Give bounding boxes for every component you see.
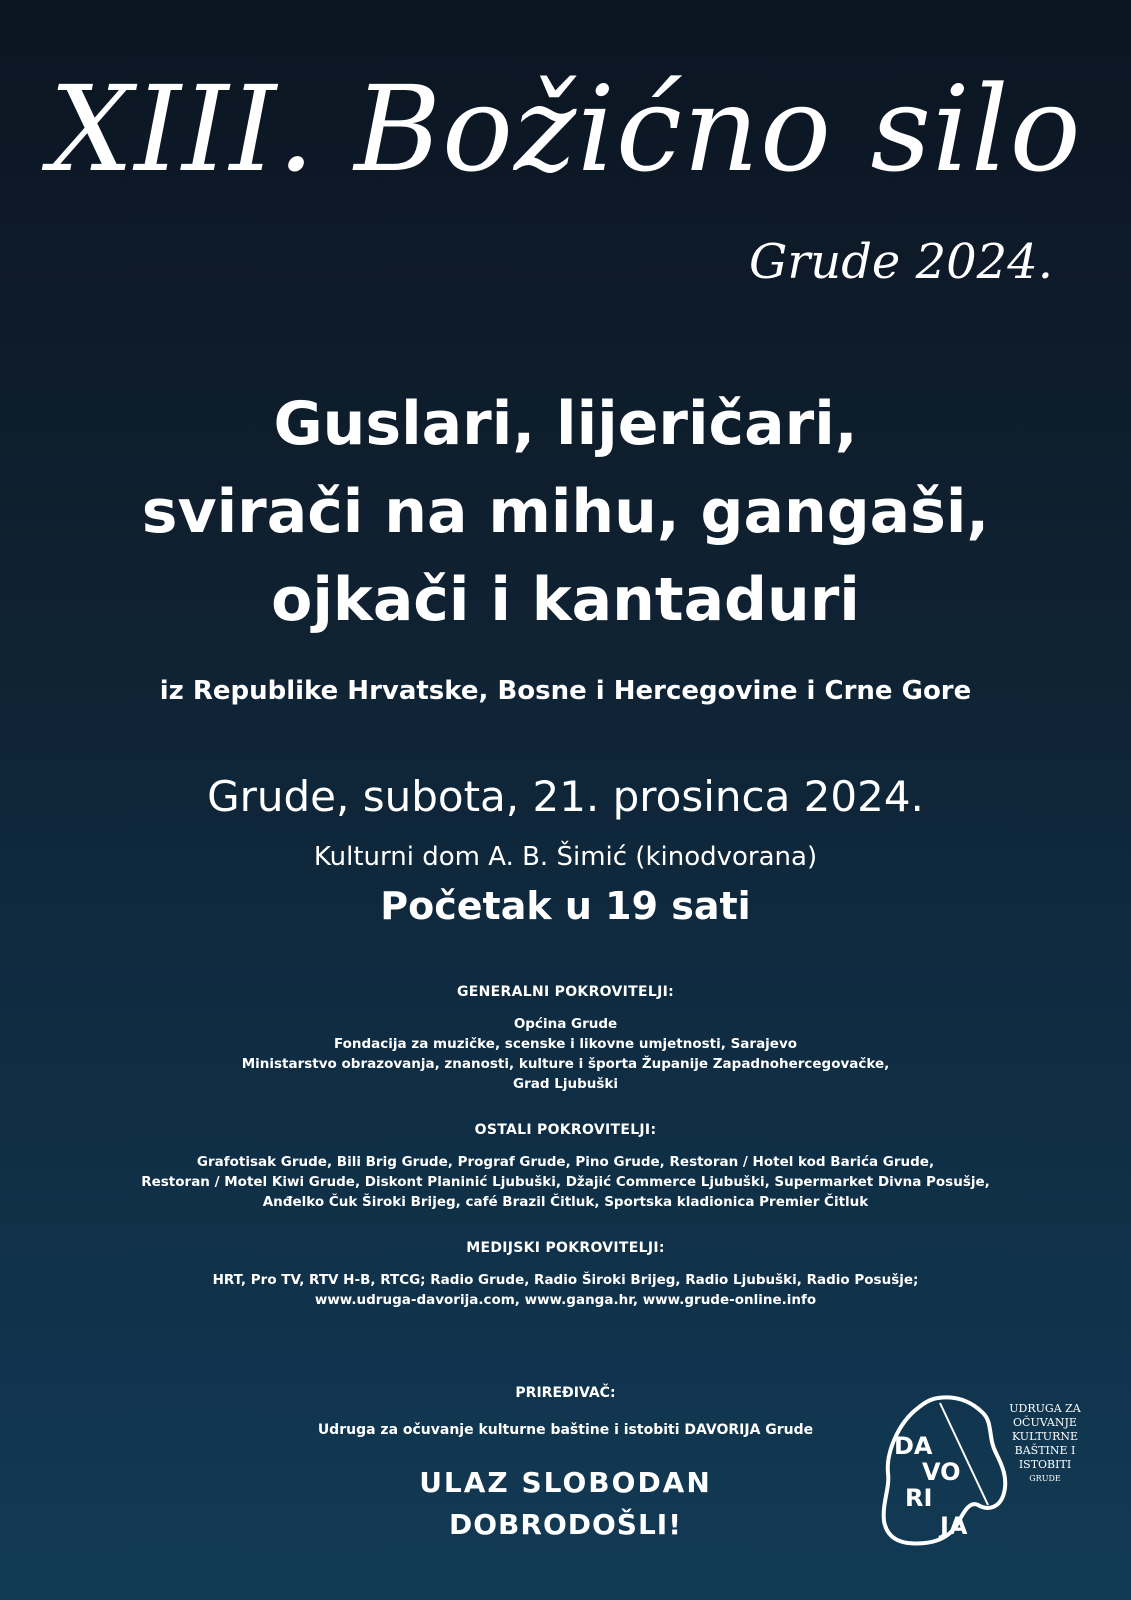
other-sponsors: [0, 1120, 1131, 1212]
logo-letters-3: RI: [905, 1484, 933, 1512]
poster-title: XIII. Božićno silo: [49, 60, 1082, 198]
other-sponsor-line: Anđelko Čuk Široki Brijeg, café Brazil Čitluk, Sportska kladionica Premier Čitluk: [262, 1194, 869, 1210]
logo-caption-line: OČUVANJE: [1013, 1416, 1077, 1429]
headline: [0, 380, 1131, 644]
general-sponsor-line: Općina Grude: [513, 1016, 618, 1032]
logo-letters-2: VO: [922, 1458, 961, 1486]
other-sponsor-line: Grafotisak Grude, Bili Brig Grude, Prograf Grude, Pino Grude, Restoran / Hotel kod Barića Grude,: [196, 1154, 935, 1170]
logo-caption-line: ISTOBITI: [1018, 1458, 1072, 1471]
media-sponsor-line: HRT, Pro TV, RTV H-B, RTCG; Radio Grude, Radio Široki Brijeg, Radio Ljubuški, Radio Posušje;: [212, 1272, 919, 1288]
other-sponsor-line: Restoran / Motel Kiwi Grude, Diskont Planinić Ljubuški, Džajić Commerce Ljubuški, Supermarket Divna Posušje,: [141, 1174, 990, 1190]
welcome-text: DOBRODOŠLI!: [449, 1508, 682, 1541]
organizer-heading: PRIREĐIVAČ:: [515, 1385, 616, 1401]
headline-line-1: Guslari, lijeričari,: [273, 389, 858, 459]
logo-caption-line: UDRUGA ZA: [1009, 1402, 1081, 1415]
logo-letters-4: JA: [940, 1512, 968, 1540]
origin-text: iz Republike Hrvatske, Bosne i Hercegovine i Crne Gore: [159, 676, 972, 706]
poster-subtitle: Grude 2024.: [748, 234, 1053, 290]
sponsors-block: [0, 982, 1131, 1336]
free-entry-text: ULAZ SLOBODAN: [419, 1466, 712, 1499]
logo-caption-line: BAŠTINE I: [1014, 1444, 1076, 1457]
general-sponsor-line: Ministarstvo obrazovanja, znanosti, kulture i športa Županije Zapadnohercegovačke,: [241, 1056, 890, 1072]
event-venue: Kulturni dom A. B. Šimić (kinodvorana): [313, 842, 818, 872]
headline-line-2: svirači na mihu, gangaši,: [141, 477, 990, 547]
media-sponsors: [0, 1238, 1131, 1310]
general-sponsors: [0, 982, 1131, 1094]
other-sponsors-heading: OSTALI POKROVITELJI:: [474, 1122, 657, 1138]
logo-caption-line: KULTURNE: [1011, 1430, 1079, 1443]
general-sponsors-heading: GENERALNI POKROVITELJI:: [457, 984, 674, 1000]
logo-caption-place: GRUDE: [1029, 1474, 1061, 1483]
general-sponsor-line: Fondacija za muzičke, scenske i likovne umjetnosti, Sarajevo: [333, 1036, 798, 1052]
headline-line-3: ojkači i kantaduri: [271, 565, 860, 635]
event-start-time: Početak u 19 sati: [380, 884, 751, 928]
media-sponsor-line: www.udruga-davorija.com, www.ganga.hr, www.grude-online.info: [314, 1292, 817, 1308]
general-sponsor-line: Grad Ljubuški: [513, 1076, 618, 1092]
event-date: Grude, subota, 21. prosinca 2024.: [207, 772, 924, 821]
organizer-name: Udruga za očuvanje kulturne baštine i istobiti DAVORIJA Grude: [317, 1422, 814, 1438]
logo-caption: [1005, 1402, 1085, 1486]
media-sponsors-heading: MEDIJSKI POKROVITELJI:: [466, 1240, 665, 1256]
logo-letters-1: DA: [894, 1432, 933, 1460]
